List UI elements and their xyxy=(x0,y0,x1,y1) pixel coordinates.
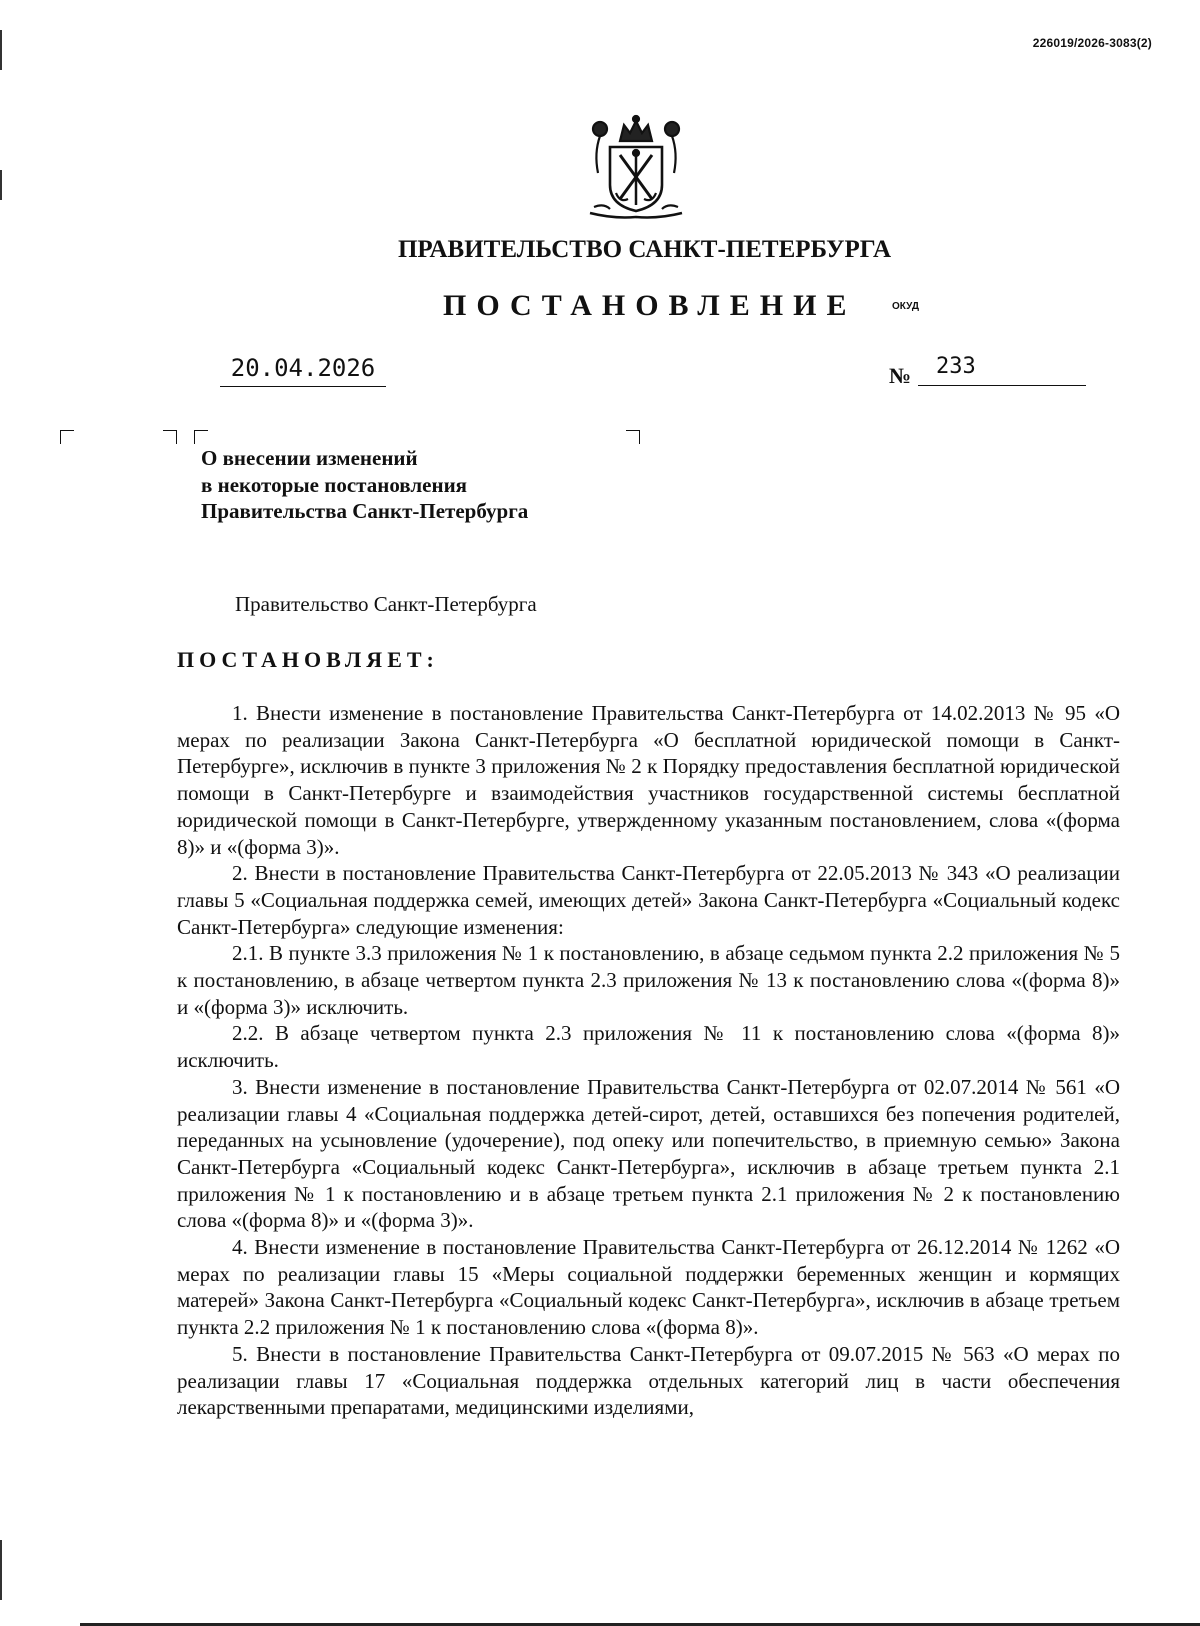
paragraph: 5. Внести в постановление Правительства Санкт-Петербурга от 09.07.2015 № 563 «О мерах по реализации главы 17 «Социальная поддержка отдельных категорий лиц в части обеспечения лекарственными препаратами, медицинскими изделиями, xyxy=(177,1341,1120,1420)
resolves-heading: ПОСТАНОВЛЯЕТ: xyxy=(177,647,439,672)
subject-line: Правительства Санкт-Петербурга xyxy=(201,499,529,523)
paragraph: 1. Внести изменение в постановление Правительства Санкт-Петербурга от 14.02.2013 № 95 «О мерах по реализации Закона Санкт-Петербурга «О бесплатной юридической помощи в Санкт-Петербурге», исключив в пункте 3 приложения № 2 к Порядку предоставления бесплатной юридической помощи в Санкт-Петербурге и взаимодействия участников государственной системы бесплатной юридической помощи в Санкт-Петербурге, утвержденному указанным постановлением, слова «(форма 8)» и «(форма 3)». xyxy=(177,701,1120,859)
paragraph: 2. Внести в постановление Правительства Санкт-Петербурга от 22.05.2013 № 343 «О реализации главы 5 «Социальная поддержка семей, имеющих детей» Закона Санкт-Петербурга «Социальный кодекс Санкт-Петербурга» следующие изменения: xyxy=(177,861,1120,939)
scan-edge-mark xyxy=(0,1540,2,1600)
paragraph: 4. Внести изменение в постановление Правительства Санкт-Петербурга от 26.12.2014 № 1262 «О мерах по реализации главы 15 «Меры социальной поддержки беременных женщин и кормящих матерей» Закона Санкт-Петербурга «Социальный кодекс Санкт-Петербурга», исключив в абзаце третьем пункта 2.2 приложения № 1 к постановлению слова «(форма 8)». xyxy=(177,1235,1120,1340)
document-type: ПОСТАНОВЛЕНИЕ xyxy=(443,289,857,322)
document-id: 226019/2026-3083(2) xyxy=(1032,36,1152,50)
paragraph: 2.1. В пункте 3.3 приложения № 1 к постановлению, в абзаце седьмом пункта 2.2 приложения № 5 к постановлению, в абзаце четвертом пункта 2.3 приложения № 13 к постановлению слова «(форма 8)» и «(форма 3)» исключить. xyxy=(177,941,1120,1019)
document-body xyxy=(177,700,1120,1421)
document-subject xyxy=(201,445,528,525)
number-sign: № xyxy=(889,363,912,388)
subject-line: О внесении изменений xyxy=(201,446,418,470)
scan-edge-mark xyxy=(0,170,2,200)
corner-mark xyxy=(60,430,74,444)
scan-edge-mark xyxy=(0,30,2,70)
subject-line: в некоторые постановления xyxy=(201,472,468,497)
okud-label: ОКУД xyxy=(892,301,919,312)
organization-title: ПРАВИТЕЛЬСТВО САНКТ-ПЕТЕРБУРГА xyxy=(397,236,892,263)
corner-mark xyxy=(163,430,177,444)
paragraph: 2.2. В абзаце четвертом пункта 2.3 приложения № 11 к постановлению слова «(форма 8)» исключить. xyxy=(177,1021,1120,1073)
st-petersburg-coat-of-arms-icon xyxy=(584,113,688,223)
document-date: 20.04.2026 xyxy=(220,354,386,387)
document-number: 233 xyxy=(918,354,1086,386)
corner-mark xyxy=(194,430,208,444)
corner-mark xyxy=(626,430,640,444)
preamble: Правительство Санкт-Петербурга xyxy=(235,592,537,616)
paragraph: 3. Внести изменение в постановление Правительства Санкт-Петербурга от 02.07.2014 № 561 «О реализации главы 4 «Социальная поддержка детей-сирот, детей, оставшихся без попечения родителей, переданных на усыновление (удочерение), под опеку или попечительство, в приемную семью» Закона Санкт-Петербурга «Социальный кодекс Санкт-Петербурга», исключив в абзаце третьем пункта 2.1 приложения № 1 к постановлению и в абзаце третьем пункта 2.1 приложения № 2 к постановлению слова «(форма 8)» и «(форма 3)». xyxy=(177,1074,1120,1233)
